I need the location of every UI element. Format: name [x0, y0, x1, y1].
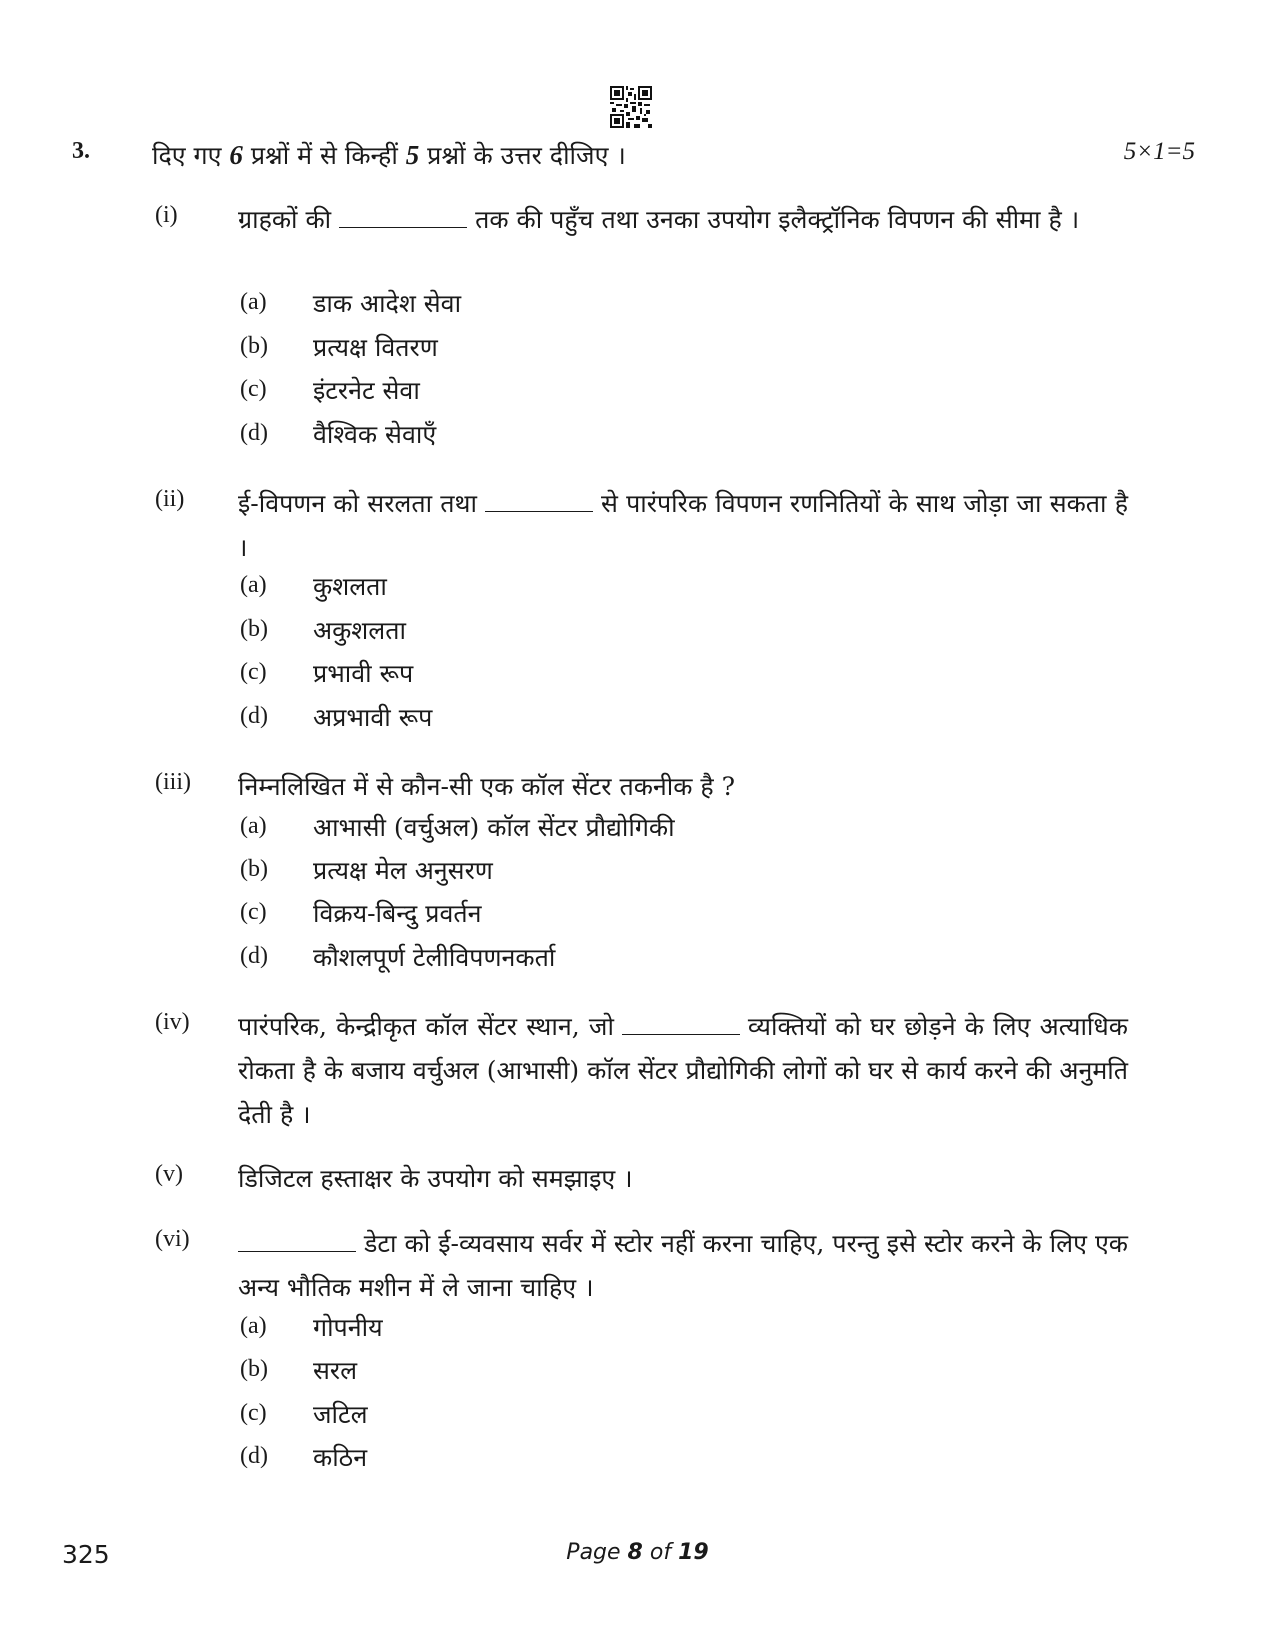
option — [0, 572, 1275, 616]
option-text: अकुशलता — [313, 616, 406, 645]
option-text: वैश्विक सेवाएँ — [313, 420, 437, 449]
subquestion-text — [238, 198, 1128, 242]
page-prefix: Page — [566, 1540, 628, 1565]
text-part: व्यक्तियों को घर छोड़ने के लिए अत्याधिक रोकता है के बजाय वर्चुअल (आभासी) कॉल सेंटर प्रौद्योगिकी लोगों को घर से कार्य करने की अनुमति देती है । — [238, 1012, 1128, 1129]
text-part: ग्राहकों की — [238, 205, 332, 234]
option-text: जटिल — [313, 1400, 368, 1429]
option-label: (d) — [240, 1443, 268, 1469]
subquestion-label: (iii) — [155, 769, 191, 795]
option-label: (a) — [240, 572, 267, 598]
text-part: पारंपरिक, केन्द्रीकृत कॉल सेंटर स्थान, जो — [238, 1012, 614, 1041]
subquestion-label: (i) — [155, 202, 178, 228]
option-label: (c) — [240, 899, 267, 925]
option-label: (d) — [240, 943, 268, 969]
option-label: (b) — [240, 616, 268, 642]
instruction-part: दिए गए — [152, 141, 230, 170]
option-label: (b) — [240, 856, 268, 882]
text-part: से पारंपरिक विपणन रणनितियों के साथ जोड़ा जा सकता है । — [238, 489, 1128, 562]
subquestion-label: (ii) — [155, 486, 185, 512]
option-text: आभासी (वर्चुअल) कॉल सेंटर प्रौद्योगिकी — [313, 813, 675, 842]
option-label: (a) — [240, 813, 267, 839]
page-of: of — [642, 1540, 679, 1565]
option — [0, 376, 1275, 420]
instruction-part: प्रश्नों के उत्तर दीजिए । — [419, 141, 626, 170]
option-text: कुशलता — [313, 572, 387, 601]
option — [0, 1400, 1275, 1444]
option-text: कठिन — [313, 1443, 368, 1472]
option — [0, 856, 1275, 900]
option-text: डाक आदेश सेवा — [313, 289, 462, 318]
page-total: 19 — [678, 1540, 709, 1565]
question-instruction — [152, 138, 626, 172]
text-part: डेटा को ई-व्यवसाय सर्वर में स्टोर नहीं करना चाहिए, परन्तु इसे स्टोर करने के लिए एक अन्य भौतिक मशीन में ले जाना चाहिए । — [238, 1229, 1128, 1302]
fill-blank — [238, 1250, 356, 1252]
option-text: कौशलपूर्ण टेलीविपणनकर्ता — [313, 943, 556, 972]
subquestion-text — [238, 1222, 1128, 1310]
option-text: गोपनीय — [313, 1313, 383, 1342]
option — [0, 616, 1275, 660]
option-label: (a) — [240, 289, 267, 315]
option-label: (d) — [240, 420, 268, 446]
option-text: प्रत्यक्ष वितरण — [313, 333, 438, 362]
option — [0, 289, 1275, 333]
subquestion-text: डिजिटल हस्ताक्षर के उपयोग को समझाइए । — [238, 1164, 633, 1193]
option-text: प्रत्यक्ष मेल अनुसरण — [313, 856, 493, 885]
option — [0, 813, 1275, 857]
option-text: अप्रभावी रूप — [313, 703, 433, 732]
option-label: (c) — [240, 1400, 267, 1426]
option-text: विक्रय-बिन्दु प्रवर्तन — [313, 899, 482, 928]
option — [0, 1313, 1275, 1357]
fill-blank — [485, 510, 593, 512]
fill-blank — [339, 226, 467, 228]
option — [0, 943, 1275, 987]
subquestion-text — [238, 1005, 1128, 1137]
marks-allocation: 5×1=5 — [1123, 138, 1195, 165]
subquestion-label: (vi) — [155, 1226, 190, 1252]
option-text: प्रभावी रूप — [313, 659, 414, 688]
subquestion-label: (iv) — [155, 1009, 190, 1035]
question-header — [0, 138, 1275, 178]
option — [0, 659, 1275, 703]
option — [0, 899, 1275, 943]
option-label: (c) — [240, 659, 267, 685]
page-current: 8 — [627, 1540, 643, 1565]
option-label: (c) — [240, 376, 267, 402]
option — [0, 420, 1275, 464]
subquestion-label: (v) — [155, 1161, 183, 1187]
option-text: इंटरनेट सेवा — [313, 376, 420, 405]
option-label: (a) — [240, 1313, 267, 1339]
option-label: (b) — [240, 333, 268, 359]
instruction-part: प्रश्नों में से किन्हीं — [242, 141, 406, 170]
instruction-count-answer: 5 — [405, 140, 420, 170]
option-text: सरल — [313, 1356, 358, 1385]
qr-code-icon — [610, 86, 652, 128]
text-part: ई-विपणन को सरलता तथा — [238, 489, 477, 518]
subquestion-text: निम्नलिखित में से कौन-सी एक कॉल सेंटर तकनीक है ? — [238, 772, 736, 801]
page-number — [0, 1540, 1275, 1565]
option — [0, 1356, 1275, 1400]
question-number: 3. — [72, 138, 90, 164]
option — [0, 1443, 1275, 1487]
option-label: (b) — [240, 1356, 268, 1382]
option — [0, 703, 1275, 747]
paper-code: 325 — [62, 1540, 110, 1569]
subquestion-text — [238, 482, 1128, 570]
option — [0, 333, 1275, 377]
option-label: (d) — [240, 703, 268, 729]
instruction-count-total: 6 — [229, 140, 243, 170]
text-part: तक की पहुँच तथा उनका उपयोग इलैक्ट्रॉनिक विपणन की सीमा है । — [475, 205, 1080, 234]
fill-blank — [622, 1033, 740, 1035]
